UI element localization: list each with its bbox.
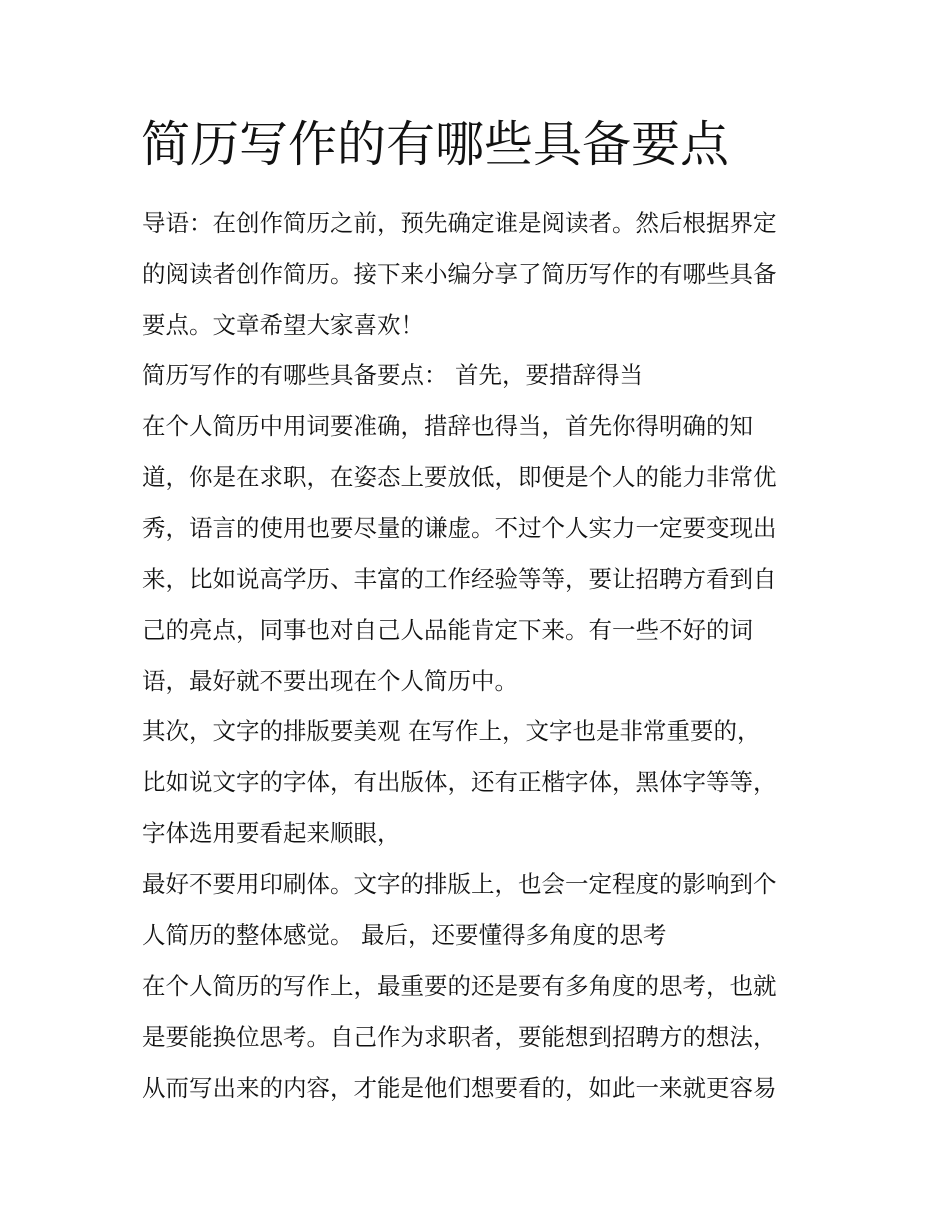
text-line-para2-2: 比如说文字的字体，有出版体，还有正楷字体，黑体字等等， [142, 768, 777, 796]
text-line-para4-2: 是要能换位思考。自己作为求职者，要能想到招聘方的想法， [142, 1023, 777, 1051]
text-line-intro-2: 的阅读者创作简历。接下来小编分享了简历写作的有哪些具备 [142, 260, 777, 288]
text-line-para1-2: 道，你是在求职，在姿态上要放低，即便是个人的能力非常优 [142, 463, 777, 491]
text-line-section-heading-1: 简历写作的有哪些具备要点： 首先，要措辞得当 [142, 361, 643, 389]
page-title: 简历写作的有哪些具备要点 [141, 116, 730, 173]
text-line-para1-4: 来，比如说高学历、丰富的工作经验等等，要让招聘方看到自 [142, 565, 777, 593]
text-line-para4-3: 从而写出来的内容，才能是他们想要看的，如此一来就更容易 [142, 1074, 777, 1102]
text-line-para1-6: 语，最好就不要出现在个人简历中。 [142, 667, 518, 695]
text-line-para1-5: 己的亮点，同事也对自己人品能肯定下来。有一些不好的词 [142, 616, 753, 644]
text-line-para3-1: 最好不要用印刷体。文字的排版上，也会一定程度的影响到个 [142, 870, 777, 898]
text-line-para2-3: 字体选用要看起来顺眼， [142, 819, 401, 847]
text-line-intro-3: 要点。文章希望大家喜欢！ [142, 311, 424, 339]
text-line-para2-1: 其次，文字的排版要美观 在写作上，文字也是非常重要的， [142, 717, 761, 745]
text-line-para4-1: 在个人简历的写作上，最重要的还是要有多角度的思考，也就 [142, 972, 777, 1000]
text-line-para1-1: 在个人简历中用词要准确，措辞也得当，首先你得明确的知 [142, 412, 753, 440]
text-line-para3-2: 人简历的整体感觉。 最后，还要懂得多角度的思考 [142, 921, 667, 949]
text-line-intro-1: 导语：在创作简历之前，预先确定谁是阅读者。然后根据界定 [142, 209, 777, 237]
text-line-para1-3: 秀，语言的使用也要尽量的谦虚。不过个人实力一定要变现出 [142, 514, 777, 542]
